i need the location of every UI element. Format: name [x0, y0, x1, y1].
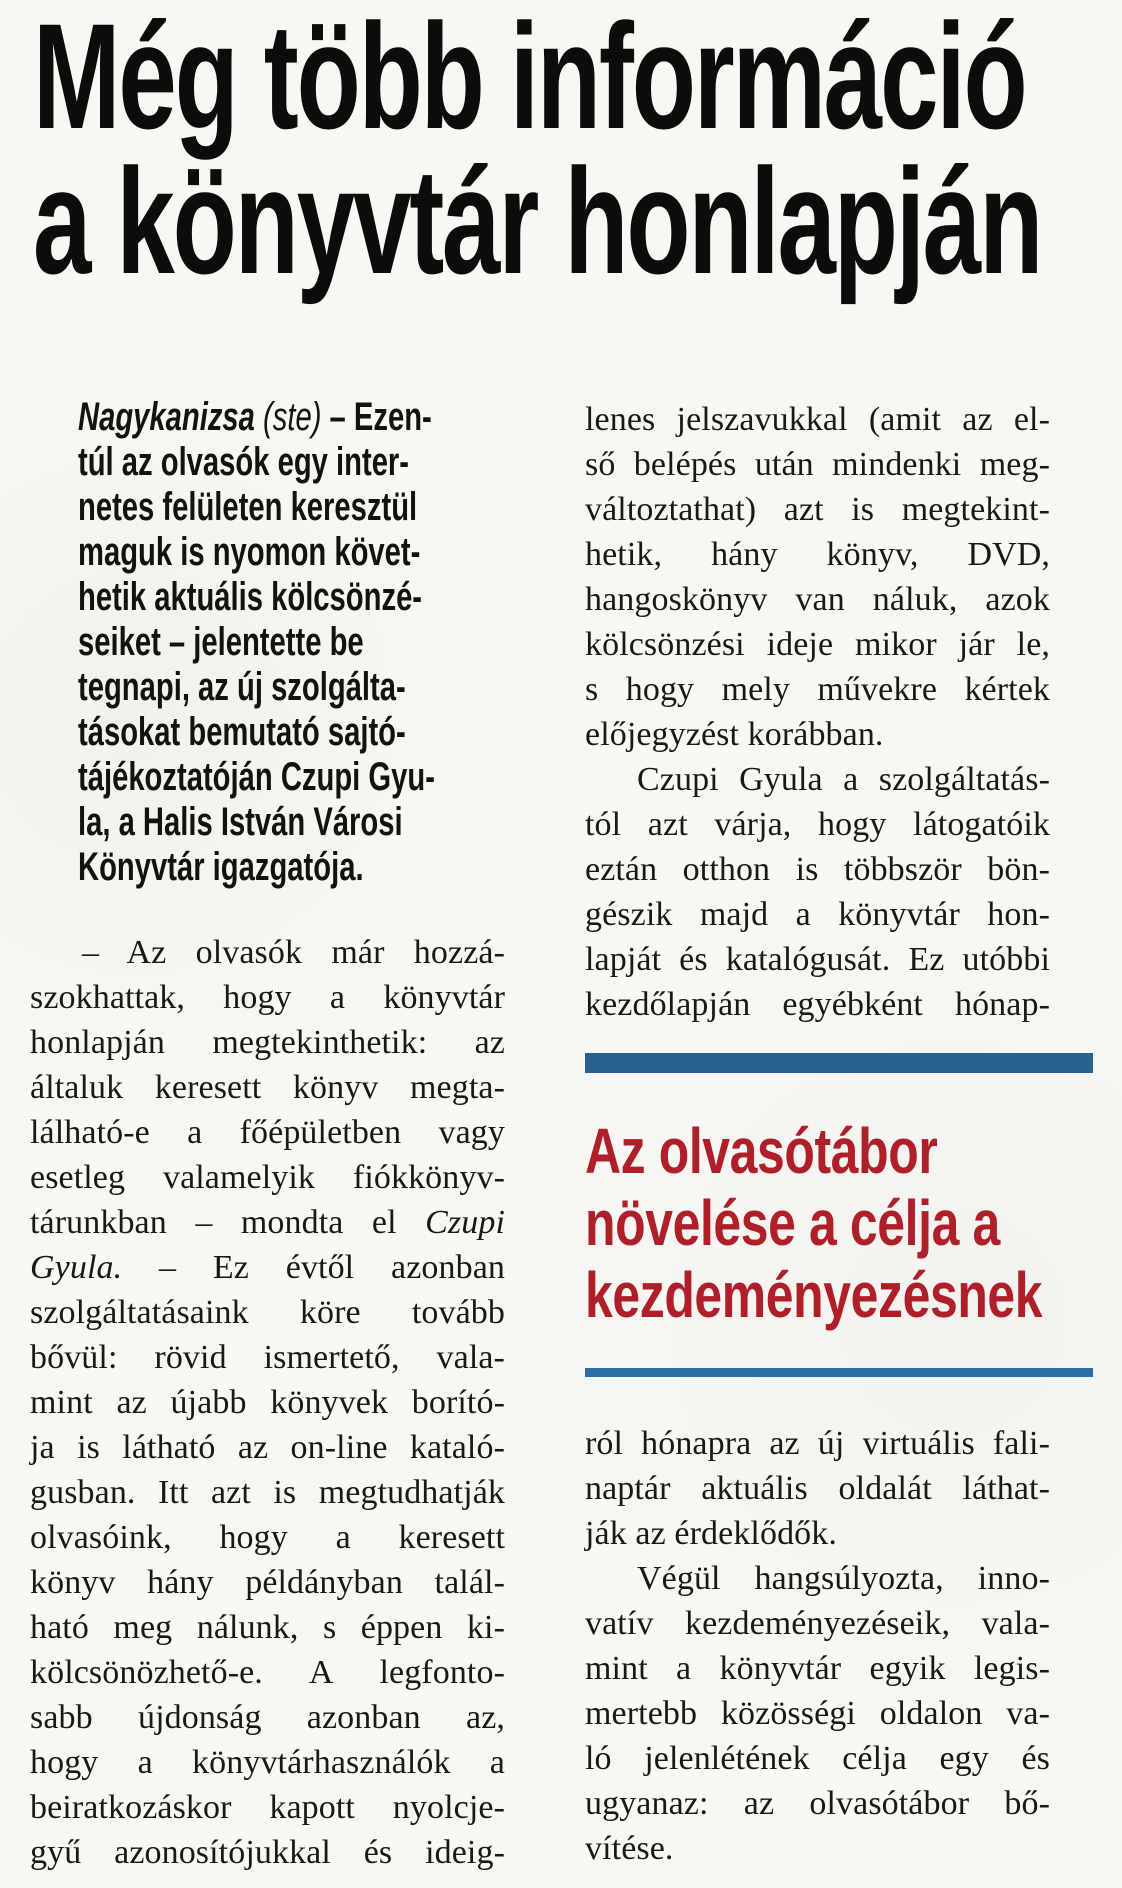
text-line — [585, 847, 1050, 892]
text-segment: Végül hangsúlyozta, inno- — [637, 1560, 1050, 1597]
left-body-text — [30, 930, 505, 1875]
text-segment: honlapján megtekinthetik: az — [30, 1024, 505, 1061]
text-segment: vatív kezdeményezéseik, vala- — [585, 1605, 1050, 1642]
text-segment: Az olvasótábor — [585, 1115, 938, 1187]
text-segment: ugyanaz: az olvasótábor bő- — [585, 1785, 1050, 1822]
left-column — [30, 395, 505, 1875]
text-segment: tegnapi, az új szolgálta- — [78, 665, 406, 709]
pullquote-text — [585, 1115, 1120, 1331]
text-line — [585, 1736, 1050, 1781]
text-segment: Könyvtár igazgatója. — [78, 845, 364, 889]
text-line — [30, 1425, 505, 1470]
text-segment: – Ez évtől azonban — [122, 1249, 505, 1286]
text-segment: túl az olvasók egy inter- — [78, 440, 410, 484]
text-line — [585, 1259, 1120, 1331]
text-segment: tól azt várja, hogy látogatóik — [585, 806, 1050, 843]
text-line — [30, 1065, 505, 1110]
text-line — [30, 1155, 505, 1200]
text-line — [585, 667, 1050, 712]
headline-text-1: Még több információ — [33, 0, 1026, 160]
text-line — [30, 1020, 505, 1065]
text-line — [30, 1515, 505, 1560]
text-segment: olvasóink, hogy a keresett — [30, 1519, 505, 1556]
text-line — [585, 622, 1050, 667]
text-segment: lapját és katalógusát. Ez utóbbi — [585, 941, 1050, 978]
text-line — [78, 440, 598, 485]
text-segment: vítése. — [585, 1830, 674, 1867]
text-line — [30, 1695, 505, 1740]
text-segment: kezdőlapján egyébként hónap- — [585, 986, 1050, 1023]
text-segment: növelése a célja a — [585, 1187, 1000, 1259]
text-segment: ják az érdeklődők. — [585, 1515, 837, 1552]
text-line — [30, 975, 505, 1020]
text-segment: esetleg valamelyik fiókkönyv- — [30, 1159, 505, 1196]
text-segment: mertebb közösségi oldalon va- — [585, 1695, 1050, 1732]
text-line — [30, 930, 505, 975]
right-body-text-top — [585, 397, 1050, 1027]
text-line — [585, 1511, 1050, 1556]
text-line — [585, 1691, 1050, 1736]
text-segment: ja is látható az on-line kataló- — [30, 1429, 505, 1466]
text-segment: Gyula. — [30, 1249, 123, 1286]
text-line — [585, 937, 1050, 982]
article-headline — [33, 0, 1122, 305]
text-segment: szolgáltatásaink köre tovább — [30, 1294, 505, 1331]
text-line — [585, 1466, 1050, 1511]
text-line — [30, 1605, 505, 1650]
pullquote-top-rule — [585, 1053, 1093, 1073]
text-line — [585, 1826, 1050, 1871]
headline-line-1 — [33, 0, 1122, 160]
text-segment: Czupi — [425, 1204, 505, 1241]
text-line — [585, 487, 1050, 532]
text-segment: gyű azonosítójukkal és ideig- — [30, 1834, 505, 1871]
text-line — [78, 665, 598, 710]
text-segment: változtathat) azt is megtekint- — [585, 491, 1050, 528]
text-line — [585, 577, 1050, 622]
text-segment: általuk keresett könyv megta- — [30, 1069, 505, 1106]
text-line — [585, 442, 1050, 487]
text-line — [585, 1187, 1120, 1259]
text-segment: tájékoztatóján Czupi Gyu- — [78, 755, 435, 799]
text-segment: lálható-e a főépületben vagy — [30, 1114, 505, 1151]
text-segment: ló jelenlétének célja egy és — [585, 1740, 1050, 1777]
text-segment: ső belépés után mindenki meg- — [585, 446, 1050, 483]
text-line — [30, 1785, 505, 1830]
text-line — [30, 1335, 505, 1380]
headline-text-2: a könyvtár honlapján — [33, 137, 1042, 305]
pullquote-bottom-rule — [585, 1368, 1093, 1377]
text-segment: la, a Halis István Városi — [78, 800, 403, 844]
text-segment: Czupi Gyula a szolgáltatás- — [637, 761, 1050, 798]
text-line — [585, 982, 1050, 1027]
text-line — [78, 620, 598, 665]
text-segment: ható meg nálunk, s éppen ki- — [30, 1609, 505, 1646]
text-segment: – Az olvasók már hozzá- — [82, 934, 505, 971]
text-line — [585, 397, 1050, 442]
text-segment: maguk is nyomon követ- — [78, 530, 421, 574]
text-segment: bővül: rövid ismertető, vala- — [30, 1339, 505, 1376]
text-segment: kölcsönzési ideje mikor jár le, — [585, 626, 1050, 663]
text-segment: seiket – jelentette be — [78, 620, 364, 664]
text-segment: hetik, hány könyv, DVD, — [585, 536, 1050, 573]
text-segment: netes felületen keresztül — [78, 485, 418, 529]
text-segment: mint a könyvtár egyik legis- — [585, 1650, 1050, 1687]
text-line — [30, 1740, 505, 1785]
text-segment: előjegyzést korábban. — [585, 716, 884, 753]
text-line — [30, 1830, 505, 1875]
text-line — [30, 1290, 505, 1335]
text-line — [30, 1245, 505, 1290]
right-column — [585, 397, 1093, 1871]
dateline-location: Nagykanizsa — [78, 395, 264, 439]
text-segment: szokhattak, hogy a könyvtár — [30, 979, 505, 1016]
text-line — [585, 892, 1050, 937]
text-line — [30, 1380, 505, 1425]
text-line — [30, 1650, 505, 1695]
headline-line-2 — [33, 137, 1122, 305]
text-segment: gészik majd a könyvtár hon- — [585, 896, 1050, 933]
text-segment: hogy a könyvtárhasználók a — [30, 1744, 505, 1781]
text-line — [585, 1646, 1050, 1691]
text-line — [585, 757, 1050, 802]
lead-paragraph — [78, 395, 598, 890]
text-line — [78, 575, 598, 620]
right-body-text-bottom — [585, 1421, 1050, 1871]
text-segment: tárunkban – mondta el — [30, 1204, 426, 1241]
text-segment: naptár aktuális oldalát láthat- — [585, 1470, 1050, 1507]
text-segment: hangoskönyv van náluk, azok — [585, 581, 1050, 618]
text-line — [585, 1421, 1050, 1466]
text-line — [585, 1556, 1050, 1601]
text-segment: kölcsönözhető-e. A legfonto- — [30, 1654, 505, 1691]
text-line — [30, 1560, 505, 1605]
text-segment: mint az újabb könyvek borító- — [30, 1384, 505, 1421]
text-segment: kezdeményezésnek — [585, 1259, 1043, 1331]
text-segment: sabb újdonság azonban az, — [30, 1699, 505, 1736]
text-segment: ról hónapra az új virtuális fali- — [585, 1425, 1050, 1462]
text-line — [78, 800, 598, 845]
text-segment: s hogy mely művekre kértek — [585, 671, 1050, 708]
text-segment: – Ezen- — [321, 395, 432, 439]
text-line — [78, 395, 598, 440]
text-segment: beiratkozáskor kapott nyolcje- — [30, 1789, 505, 1826]
text-segment: könyv hány példányban talál- — [30, 1564, 505, 1601]
text-line — [585, 802, 1050, 847]
text-line — [585, 1601, 1050, 1646]
text-line — [585, 1115, 1120, 1187]
text-line — [78, 755, 598, 800]
text-segment: eztán otthon is többször bön- — [585, 851, 1050, 888]
text-segment: tásokat bemutató sajtó- — [78, 710, 406, 754]
text-line — [30, 1200, 505, 1245]
text-line — [78, 845, 598, 890]
text-segment: gusban. Itt azt is megtudhatják — [30, 1474, 505, 1511]
text-line — [78, 710, 598, 755]
text-line — [78, 485, 598, 530]
text-segment: hetik aktuális kölcsönzé- — [78, 575, 423, 619]
byline-credit: (ste) — [263, 395, 322, 439]
text-segment: lenes jelszavukkal (amit az el- — [585, 401, 1050, 438]
text-line — [30, 1110, 505, 1155]
text-line — [78, 530, 598, 575]
text-line — [30, 1470, 505, 1515]
text-line — [585, 532, 1050, 577]
text-line — [585, 712, 1050, 757]
text-line — [585, 1781, 1050, 1826]
